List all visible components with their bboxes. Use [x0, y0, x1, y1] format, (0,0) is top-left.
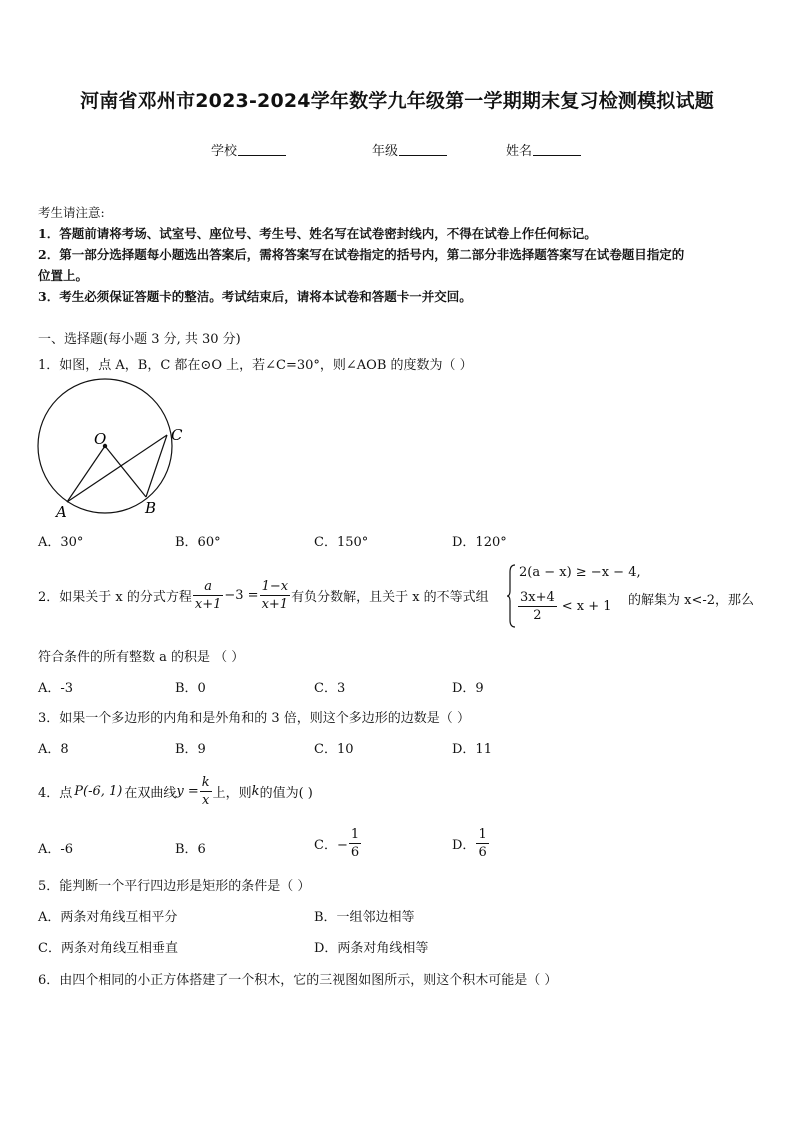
q4-fraction	[200, 774, 212, 809]
notice-item-3: 3．考生必须保证答题卡的整洁。考试结束后，请将本试卷和答题卡一并交回。	[38, 289, 472, 304]
q3-option-b: B．9	[175, 742, 206, 757]
q2-prefix: 2．如果关于 x 的分式方程	[38, 590, 192, 605]
q4-option-c-label: C．−	[314, 838, 348, 853]
q2-f1-den: x+1	[194, 597, 222, 612]
q2-sys-rest: < x + 1	[561, 599, 612, 614]
q4-eq-lhs: y =	[176, 784, 199, 799]
school-label: 学校	[211, 144, 238, 159]
question-2	[38, 578, 489, 613]
q2-option-c: C．3	[314, 681, 346, 696]
q4-point: P(-6, 1)	[74, 784, 123, 799]
segment-oa	[67, 446, 105, 502]
q2-f2-num: 1−x	[261, 579, 289, 594]
q2-option-b: B．0	[175, 681, 206, 696]
q3-option-c: C．10	[314, 742, 354, 757]
q2-line-2: 符合条件的所有整数 a 的积是 （ ）	[38, 650, 245, 665]
q2-option-a: A．-3	[38, 681, 74, 696]
name-field	[506, 140, 581, 159]
q4-d-num: 1	[478, 827, 487, 842]
notice-item-1: 1．答题前请将考场、试室号、座位号、考生号、姓名写在试卷密封线内，不得在试卷上作任何标记。	[38, 226, 597, 241]
name-blank	[533, 142, 581, 156]
question-1: 1．如图，点 A，B，C 都在⊙O 上，若∠C=30°，则∠AOB 的度数为（ ）	[38, 358, 473, 373]
q2-fraction-1	[193, 578, 224, 613]
notice-item-2: 2．第一部分选择题每小题选出答案后，需将答案写在试卷指定的括号内，第二部分非选择题答案写在试卷题目指定的	[38, 247, 685, 262]
q2-system-line-2	[517, 589, 612, 624]
q4-end: 的值为( )	[259, 786, 313, 801]
q4-option-d	[452, 826, 490, 861]
name-label: 姓名	[506, 144, 533, 159]
q4-option-c-fraction	[349, 826, 361, 861]
question-5: 5．能判断一个平行四边形是矩形的条件是（ ）	[38, 879, 311, 894]
q4-f-den: x	[202, 793, 210, 808]
q5-option-b: B．一组邻边相等	[314, 910, 415, 925]
q2-f1-num: a	[193, 578, 224, 596]
q3-option-a: A．8	[38, 742, 69, 757]
section-heading: 一、选择题(每小题 3 分, 共 30 分)	[38, 332, 241, 347]
q1-option-d: D．120°	[452, 535, 507, 550]
question-6: 6．由四个相同的小正方体搭建了一个积木，它的三视图如图所示，则这个积木可能是（ ）	[38, 973, 558, 988]
q1-option-b: B．60°	[175, 535, 221, 550]
grade-label: 年级	[372, 144, 399, 159]
q2-suffix: 的解集为 x<-2，那么	[628, 593, 755, 608]
q5-option-c: C．两条对角线互相垂直	[38, 941, 178, 956]
q2-option-d: D．9	[452, 681, 484, 696]
segment-ac	[67, 435, 167, 502]
school-blank	[238, 142, 286, 156]
question-3: 3．如果一个多边形的内角和是外角和的 3 倍，则这个多边形的边数是（ ）	[38, 711, 470, 726]
q4-f-num: k	[201, 775, 210, 790]
school-field	[211, 140, 286, 159]
q2-brace-icon	[506, 564, 516, 628]
notice-item-2-cont: 位置上。	[38, 268, 89, 283]
label-c: C	[171, 426, 183, 444]
q4-suffix: 上，则	[212, 786, 252, 801]
q2-sys-num: 3x+4	[520, 590, 555, 605]
q2-f2-den: x+1	[261, 597, 289, 612]
q1-circle-figure	[30, 378, 200, 520]
segment-bc	[146, 435, 167, 497]
q2-middle: 有负分数解，且关于 x 的不等式组	[291, 590, 489, 605]
q4-prefix: 4．点	[38, 786, 73, 801]
notice-heading: 考生请注意:	[38, 205, 105, 220]
q2-sys-fraction	[518, 589, 557, 624]
label-a: A	[56, 503, 67, 520]
grade-blank	[399, 142, 447, 156]
q2-mid: −3 =	[224, 588, 259, 603]
q5-option-a: A．两条对角线互相平分	[38, 910, 178, 925]
q4-option-b: B．6	[175, 842, 206, 857]
q4-option-d-fraction	[476, 826, 488, 861]
q1-option-c: C．150°	[314, 535, 369, 550]
q4-option-c	[314, 826, 362, 861]
q4-option-a: A．-6	[38, 842, 74, 857]
q4-c-num: 1	[350, 827, 360, 842]
q1-option-a: A．30°	[38, 535, 84, 550]
q2-fraction-2	[260, 578, 291, 613]
q5-option-d: D．两条对角线相等	[314, 941, 429, 956]
q4-d-den: 6	[478, 845, 487, 860]
q2-system-line-1: 2(a − x) ≥ −x − 4,	[519, 565, 641, 580]
q4-mid: 在双曲线	[124, 786, 177, 801]
q2-sys-den: 2	[533, 608, 542, 623]
page-title: 河南省邓州市2023-2024学年数学九年级第一学期期末复习检测模拟试题	[80, 90, 714, 112]
label-b: B	[145, 499, 157, 517]
grade-field	[372, 140, 447, 159]
q4-k: k	[251, 784, 260, 799]
q4-option-d-label: D．	[452, 838, 476, 853]
question-4	[38, 774, 313, 809]
q4-c-den: 6	[350, 845, 360, 860]
q3-option-d: D．11	[452, 742, 492, 757]
label-o: O	[94, 430, 107, 448]
